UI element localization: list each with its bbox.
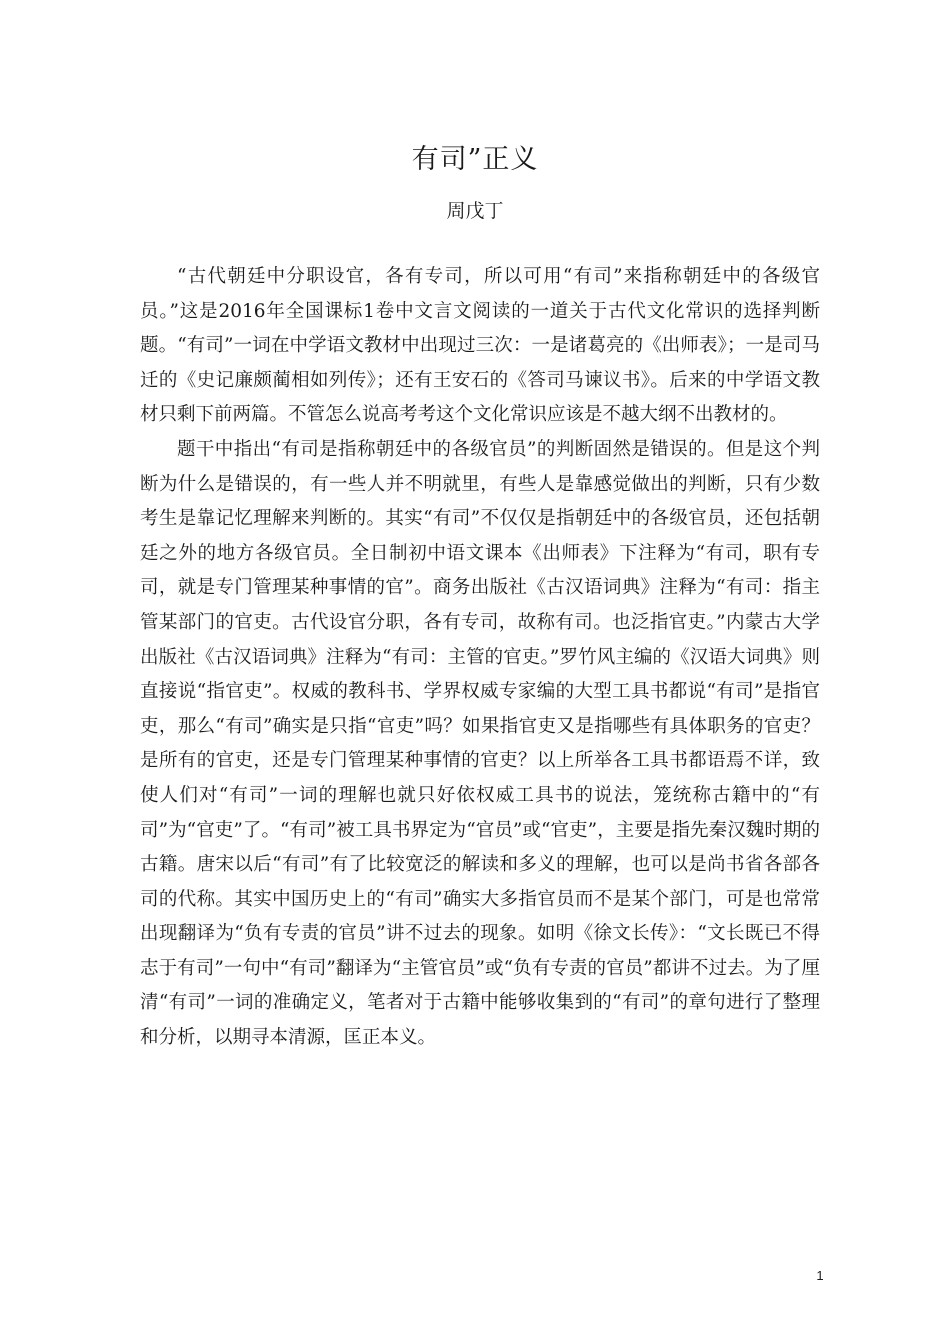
page-title: 有司”正义 bbox=[411, 144, 539, 175]
paragraph-1: “古代朝廷中分职设官，各有专司，所以可用“有司”来指称朝廷中的各级官员。”这是2016年全国课标1卷中文言文阅读的一道关于古代文化常识的选择判断题。“有司”一词在中学语文教材中出现过三次：一是诸葛亮的《出师表》；一是司马迁的《史记廉颇蔺相如列传》；还有王安石的《答司马谏议书》。后来的中学语文教材只剩下前两篇。不管怎么说高考考这个文化常识应该是不越大纲不出教材的。 bbox=[140, 266, 820, 426]
page-number: 1 bbox=[816, 1268, 824, 1283]
paragraph-2: 题干中指出“有司是指称朝廷中的各级官员”的判断固然是错误的。但是这个判断为什么是错误的，有一些人并不明就里，有些人是靠感觉做出的判断，只有少数考生是靠记忆理解来判断的。其实“有司”不仅仅是指朝廷中的各级官员，还包括朝廷之外的地方各级官员。全日制初中语文课本《出师表》下注释为“有司，职有专司，就是专门管理某种事情的官”。商务出版社《古汉语词典》注释为“有司：指主管某部门的官吏。古代设官分职，各有专司，故称有司。也泛指官吏。”内蒙古大学出版社《古汉语词典》注释为“有司：主管的官吏。”罗竹风主编的《汉语大词典》则直接说“指官吏”。权威的教科书、学界权威专家编的大型工具书都说“有司”是指官吏，那么“有司”确实是只指“官吏”吗？如果指官吏又是指哪些有具体职务的官吏？是所有的官吏，还是专门管理某种事情的官吏？以上所举各工具书都语焉不详，致使人们对“有司”一词的理解也就只好依权威工具书的说法，笼统称古籍中的“有司”为“官吏”了。“有司”被工具书界定为“官员”或“官吏”，主要是指先秦汉魏时期的古籍。唐宋以后“有司”有了比较宽泛的解读和多义的理解，也可以是尚书省各部各司的代称。其实中国历史上的“有司”确实大多指官员而不是某个部门，可是也常常出现翻译为“负有专责的官员”讲不过去的现象。如明《徐文长传》：“文长既已不得志于有司”一句中“有司”翻译为“主管官员”或“负有专责的官员”都讲不过去。为了厘清“有司”一词的准确定义，笔者对于古籍中能够收集到的“有司”的章句进行了整理和分析，以期寻本清源，匡正本义。 bbox=[140, 438, 820, 1049]
article-body bbox=[140, 260, 820, 1056]
author-name: 周戊丁 bbox=[446, 200, 504, 222]
